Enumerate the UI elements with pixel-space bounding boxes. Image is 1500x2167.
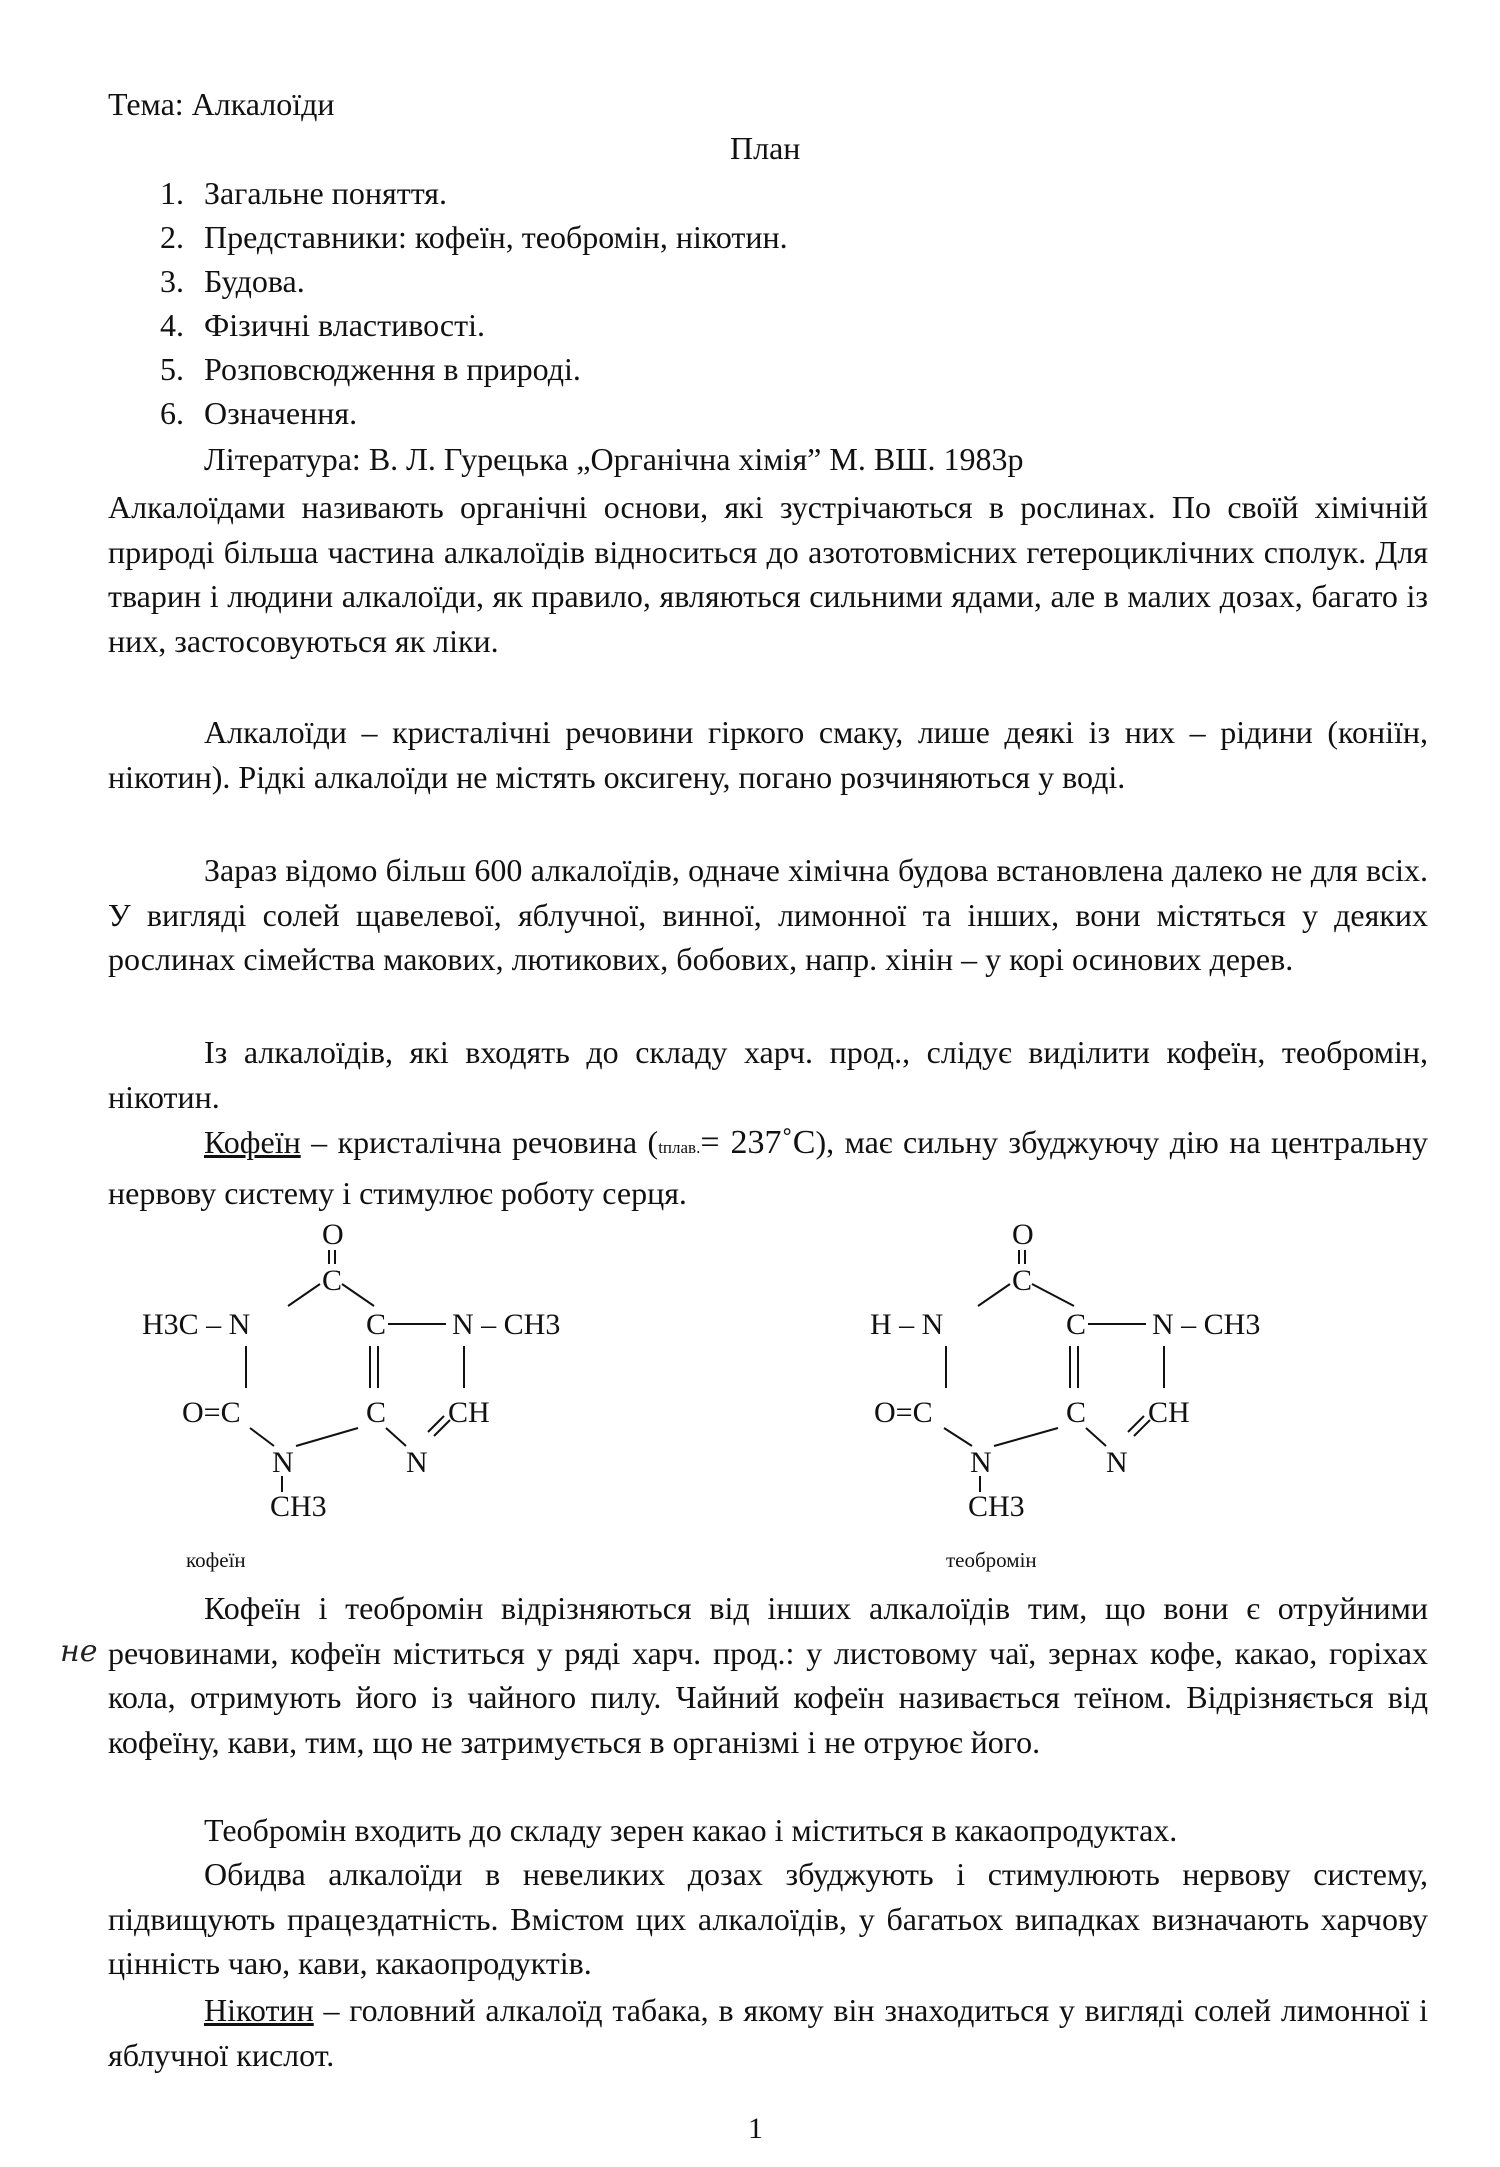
caffeine-n-right: N – CH3 (452, 1308, 561, 1341)
caffeine-ch3-bottom: CH3 (270, 1490, 327, 1523)
theobromine-ch3-bottom: CH3 (968, 1490, 1025, 1523)
handwritten-note: не (60, 1634, 98, 1669)
caffeine-o-top: O (322, 1218, 344, 1251)
theobromine-o-top: O (1012, 1218, 1034, 1251)
plan-item-4: 4. Фізичні властивості. (160, 307, 485, 343)
caffeine-caption: кофеїн (186, 1548, 246, 1572)
theobromine-n-ring: N (1106, 1446, 1128, 1479)
paragraph-caffeine-theobromine: Кофеїн і теобромін відрізняються від інших алкалоїдів тим, що вони є отруйними речовинами, кофеїн міститься у ряді харч. прод.: у листовому чаї, зернах кофе, какао, горіхах кола, отримують його із чайного пилу. Чайний кофеїн називається теїном. Відрізняється від кофеїну, кави, тим, що не затримується в організмі і не отруює його. (108, 1590, 1428, 1760)
paragraph-properties: Алкалоїди – кристалічні речовини гіркого смаку, лише деякі із них – рідини (коніїн, нікотин). Рідкі алкалоїди не містять оксигену, погано розчиняються у воді. (108, 714, 1428, 795)
theobromine-c-mid: C (1066, 1396, 1087, 1429)
theobromine-left-group: H – N (870, 1308, 944, 1341)
plan-item-1: 1. Загальне поняття. (160, 175, 447, 211)
caffeine-n-bottom: N (272, 1446, 294, 1479)
caffeine-c-top: C (322, 1264, 343, 1297)
caffeine-structure (130, 1210, 630, 1540)
plan-item-5: 5. Розповсюдження в природі. (160, 351, 581, 387)
paragraph-theobromine: Теобромін входить до складу зерен какао і міститься в какаопродуктах. (204, 1812, 1178, 1848)
caffeine-c-right: C (366, 1308, 387, 1341)
caffeine-ch: CH (448, 1396, 490, 1429)
melting-point-label: tплав. (658, 1138, 701, 1157)
paragraph-distribution: Зараз відомо більш 600 алкалоїдів, одначе хімічна будова встановлена далеко не для всіх. У вигляді солей щавелевої, яблучної, винної, лимонної та інших, вони містяться у деяких рослинах сімейства макових, лютикових, бобових, напр. хінін – у корі осинових дерев. (108, 852, 1428, 977)
plan-item-6: 6. Означення. (160, 395, 358, 431)
caffeine-c-mid: C (366, 1396, 387, 1429)
theobromine-c-top: C (1012, 1264, 1033, 1297)
plan-item-2: 2. Представники: кофеїн, теобромін, нікотин. (160, 219, 788, 255)
theobromine-o-left: O=C (874, 1396, 933, 1429)
paragraph-food-alkaloids: Із алкалоїдів, які входять до складу харч. прод., слідує виділити кофеїн, теобромін, нікотин. (108, 1034, 1428, 1115)
caffeine-term: Кофеїн (204, 1124, 301, 1160)
caffeine-o-left: O=C (182, 1396, 241, 1429)
literature-reference: Література: В. Л. Гурецька „Органічна хімія” М. ВШ. 1983р (204, 441, 1024, 477)
caffeine-n-ring: N (406, 1446, 428, 1479)
plan-item-3: 3. Будова. (160, 263, 305, 299)
theobromine-n-bottom: N (970, 1446, 992, 1479)
theobromine-caption: теобромін (946, 1548, 1037, 1572)
paragraph-nicotine: Нікотин – головний алкалоїд табака, в якому він знаходиться у вигляді солей лимонної і яблучної кислот. (108, 1992, 1428, 2073)
paragraph-caffeine: Кофеїн – кристалічна речовина (tплав.= 237˚С), має сильну збуджуючу дію на центральну нервову систему і стимулює роботу серця. (108, 1124, 1429, 1211)
paragraph-effects: Обидва алкалоїди в невеликих дозах збуджують і стимулюють нервову систему, підвищують працездатність. Вмістом цих алкалоїдів, у багатьох випадках визначають харчову цінність чаю, кави, какаопродуктів. (108, 1856, 1428, 1981)
theobromine-n-right: N – CH3 (1152, 1308, 1261, 1341)
paragraph-definition: Алкалоїдами називають органічні основи, які зустрічаються в рослинах. По своїй хімічній природі більша частина алкалоїдів відноситься до азототовмісних гетероциклічних сполук. Для тварин і людини алкалоїди, як правило, являються сильними ядами, але в малих дозах, багато із них, застосовуються як ліки. (108, 489, 1428, 659)
page-number: 1 (748, 2112, 763, 2145)
nicotine-term: Нікотин (204, 1992, 314, 2028)
theobromine-ch: CH (1148, 1396, 1190, 1429)
topic-heading: Тема: Алкалоїди (108, 86, 335, 122)
theobromine-structure (860, 1210, 1360, 1540)
plan-title: План (730, 130, 801, 166)
theobromine-c-right: C (1066, 1308, 1087, 1341)
caffeine-left-group: H3C – N (142, 1308, 251, 1341)
